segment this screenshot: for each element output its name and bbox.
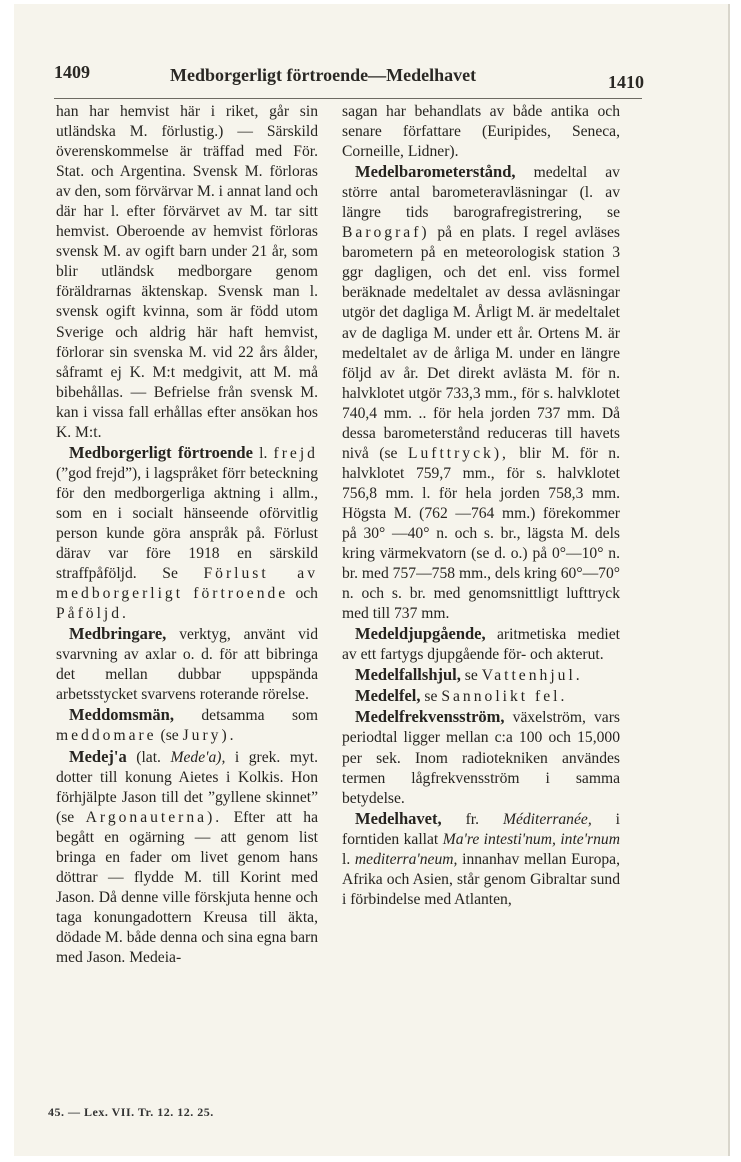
entry-text: (se [160,727,179,745]
entry-headword: Medelhavet, [355,808,442,828]
cross-reference: Barograf) [342,224,430,242]
entry-text: se [424,688,438,706]
cross-reference: frejd [273,444,318,462]
entry-text: verktyg, använt vid svarvning av axlar o. d. för att bibringa det mellan dubbar uppspända arbetsstycket svarvens roterande rörelse. [56,626,318,704]
entry-text: i forntiden kallat [342,810,621,848]
cross-reference: meddomare [56,727,157,745]
italic-term: mediterra'neum, [354,850,458,868]
entry-headword: Medelfallshjul, [355,665,461,685]
entry-text: Efter att ha begått en ogärning — att genom list bringa en fader om livet genom hans döttrar — flydde M. till Korint med Jason. Då denne ville förskjuta henne och taga konungadottern Kreusa till äkta, dödade M. både denna och sina egna barn med Jason. Medeia- [56,808,318,966]
entry-headword: Medelfel, [355,686,421,706]
entry-text: fr. [465,810,479,828]
entry-medelhavet [342,809,620,910]
entry-headword: Medej'a [69,746,127,766]
entry-medelbarometerstand [342,162,620,624]
entry-medeja [56,747,318,969]
cross-reference: Förlust av medborgerligt förtroende [56,565,319,603]
entry-text: l. [342,850,351,868]
entry-meddomsman [56,705,318,746]
cross-reference: Påföljd. [56,605,129,623]
entry-medelfel [342,686,620,707]
cross-reference: Sannolikt fel. [441,688,568,706]
cross-reference: Argonauterna). [85,808,223,826]
running-header: Medborgerligt förtroende—Medelhavet [170,65,477,85]
left-column [56,102,318,968]
header-rule [54,98,642,99]
entry-text: (lat. [136,748,161,766]
entry-text: blir M. för n. halvklotet 759,7 mm., för s. halvklotet 756,8 mm. l. för hela jorden 758,3 mm. Högsta M. (762 —764 mm.) förekommer på 30° —40° n. och s. br., lägsta M. dels kring värmekvatorn (se d. o.) på 0°—10° n. br. med 757—758 mm., dels kring 60°—70° n. och s. br. med genomsnittligt lufttryck med till 737 mm. [342,444,620,623]
italic-term: Mede'a), [170,748,226,766]
italic-term: Méditerranée, [502,810,592,828]
continued-paragraph: han har hemvist här i riket, går sin utländska M. förlustig.) — Särskild överenskommelse är träffad med För. Stat. och Argentina. Svensk M. förloras av den, som förvärvar M. i annat land och där har l. efter förvärvet av M. tar sitt hemvist. Oberoende av hemvist förloras svensk M. av ogift barn under 21 år, som blir utländsk medborgare genom föräldrarnas äktenskap. Svensk man l. svensk ogift kvinna, som är född utom Sverige och aldrig här haft hemvist, förlorar sin svenska M. vid 22 års ålder, såframt ej K. M:t medgivit, att M. må bibehållas. — Befrielse från svensk M. kan i vissa fall erhållas efter ansökan hos K. M:t. [56,103,318,441]
entry-text: l. [259,444,268,462]
entry-medbringare [56,624,318,705]
entry-medborgerligt-fortroende [56,443,318,624]
entry-medelfrekvensstrom [342,707,620,808]
entry-headword: Medeldjupgående, [355,624,486,644]
entry-text: i grek. myt. dotter till konung Aietes i Kolkis. Hon förhjälpte Jason till det ”gyllene skinnet” (se [56,748,319,826]
entry-text: aritmetiska mediet av ett fartygs djupgående för- och akterut. [342,626,620,664]
continued-paragraph: sagan har behandlats av både antika och senare författare (Euripides, Seneca, Corneille, Lidner). [342,103,620,161]
page-number-right: 1410 [608,72,644,92]
entry-text: detsamma som [201,707,318,725]
entry-text: växelström, vars periodtal ligger mellan c:a 100 och 15,000 per sek. Inom radiotekniken användes termen lågfrekvensström i samma betydelse. [342,709,620,807]
entry-text: innanhav mellan Europa, Afrika och Asien, står genom Gibraltar sund i förbindelse med Atlanten, [342,850,620,908]
entry-headword: Medelfrekvensström, [355,707,505,727]
entry-headword: Medelbarometerstånd, [355,162,516,182]
entry-text: på en plats. I regel avläses barometern på en meteorologisk station 3 ggr dagligen, och det enl. viss formel beräknade medeltalet av dessa avläsningar utgör det dagliga M. Årligt M. är medeltalet av de dagliga M. under ett år. Ortens M. är medeltalet av de årliga M. under en längre följd av år. Det direkt avlästa M. för n. halvklotet utgör 733,3 mm., för s. halvklotet 740,4 mm. .. för hela jorden 737 mm. Då dessa barometerstånd reduceras till havets nivå (se [342,224,620,462]
italic-term: Ma're intesti'num, inte'rnum [442,830,620,848]
cross-reference: Lufttryck), [407,444,509,462]
entry-headword: Meddomsmän, [69,705,174,725]
cross-reference: Jury). [182,727,237,745]
entry-text: medeltal av större antal barometeravläsningar (l. av längre tids barografregistrering, se [342,164,620,222]
entry-headword: Medbringare, [69,624,167,644]
entry-text: se [464,667,478,685]
entry-medeldjupgaende [342,624,620,665]
entry-headword: Medborgerligt förtroende [69,442,253,462]
page-number-left: 1409 [54,62,90,82]
entry-text: (”god frejd”), i lagspråket förr beteckning för den medborgerliga aktning i allm., som en i socialt hänseende oförvitlig person kunde göra anspråk på. Förlust därav var före 1918 en särskild straffpåföljd. Se [56,464,318,583]
printer-signature: 45. — Lex. VII. Tr. 12. 12. 25. [48,1105,214,1119]
entry-text: och [295,585,318,603]
cross-reference: Vattenhjul. [481,667,583,685]
entry-medelfallshjul [342,665,620,686]
right-column [342,102,620,910]
page-sheet [14,4,728,1156]
